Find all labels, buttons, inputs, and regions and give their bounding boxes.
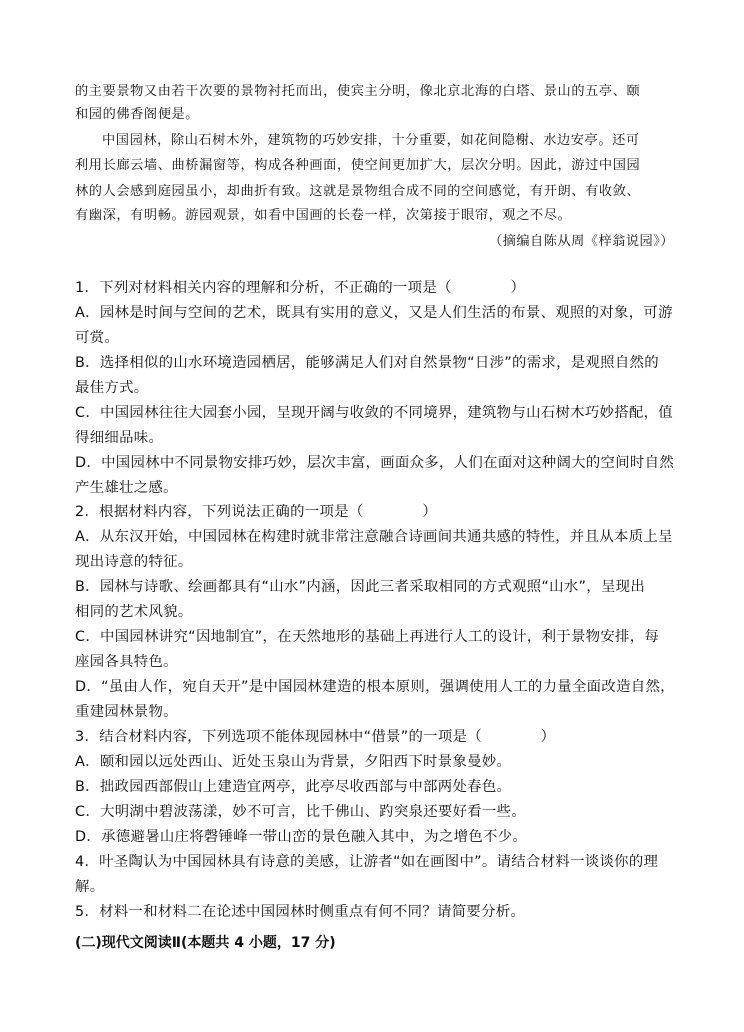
option-line: B．拙政园西部假山上建造宜两亭，此亭尽收西部与中部两处春色。 (75, 779, 512, 795)
option-line: C．中国园林讲究“因地制宜”，在天然地形的基础上再进行人工的设计，利于景物安排，每 (75, 629, 660, 645)
option-line: D．承德避暑山庄将磬锤峰一带山峦的景色融入其中，为之增色不少。 (75, 829, 528, 845)
question-stem: 5．材料一和材料二在论述中国园林时侧重点有何不同？请简要分析。 (75, 904, 526, 920)
passage-line: 林的人会感到庭园虽小，却曲折有致。这就是景物组合成不同的空间感觉，有开朗、有收敛、 (75, 184, 641, 199)
option-line: A．园林是时间与空间的艺术，既具有实用的意义，又是人们生活的布景、观照的对象，可游 (75, 305, 673, 321)
option-line: B．选择相似的山水环境造园栖居，能够满足人们对自然景物“日涉”的需求，是观照自然的 (75, 355, 659, 371)
option-line: C．中国园林往往大园套小园，呈现开阔与收敛的不同境界，建筑物与山石树木巧妙搭配，值 (75, 405, 673, 421)
passage-source: （摘编自陈从周《梓翁说园》） (488, 234, 674, 249)
option-line: A．颐和园以远处西山、近处玉泉山为背景，夕阳西下时景象曼妙。 (75, 754, 512, 770)
option-line: 座园各具特色。 (75, 654, 178, 670)
passage-line: 有幽深，有明畅。游园观景，如看中国画的长卷一样，次第接于眼帘，观之不尽。 (75, 208, 572, 223)
question-stem: 4．叶圣陶认为中国园林具有诗意的美感，让游者“如在画图中”。请结合材料一谈谈你的理 (75, 854, 659, 870)
option-line: 重建园林景物。 (75, 704, 178, 720)
option-line: A．从东汉开始，中国园林在构建时就非常注意融合诗画间共通共感的特性，并且从本质上呈 (75, 529, 673, 545)
option-line: 最佳方式。 (75, 380, 149, 396)
option-line: D．“虽由人作，宛自天开”是中国园林建造的根本原则，强调使用人工的力量全面改造自然， (75, 679, 675, 695)
option-line: 产生雄壮之感。 (75, 480, 178, 496)
option-line: 可赏。 (75, 330, 120, 346)
question-stem: 3．结合材料内容，下列选项不能体现园林中“借景”的一项是（ ） (75, 729, 556, 745)
option-line: 得细细品味。 (75, 430, 164, 446)
passage-line: 和园的佛香阁便是。 (75, 107, 200, 122)
question-stem: 1．下列对材料相关内容的理解和分析，不正确的一项是（ ） (75, 280, 526, 296)
question-stem: 解。 (75, 879, 105, 895)
passage-line: 的主要景物又由若干次要的景物衬托而出，使宾主分明，像北京北海的白塔、景山的五亭、颐 (75, 84, 641, 99)
question-stem: 2．根据材料内容，下列说法正确的一项是（ ） (75, 504, 438, 520)
option-line: 现出诗意的特征。 (75, 554, 193, 570)
option-line: B．园林与诗歌、绘画都具有“山水”内涵，因此三者采取相同的方式观照“山水”，呈现出 (75, 579, 646, 595)
passage-line: 利用长廊云墙、曲桥漏窗等，构成各种画面，使空间更加扩大，层次分明。因此，游过中国园 (75, 158, 641, 173)
section-heading: (二)现代文阅读Ⅱ(本题共 4 小题，17 分) (75, 935, 336, 951)
option-line: C．大明湖中碧波荡漾，妙不可言，比千佛山、趵突泉还要好看一些。 (75, 804, 527, 820)
option-line: 相同的艺术风貌。 (75, 604, 193, 620)
passage-line: 中国园林，除山石树木外，建筑物的巧妙安排，十分重要，如花间隐榭、水边安亭。还可 (102, 133, 640, 148)
option-line: D．中国园林中不同景物安排巧妙，层次丰富，画面众多，人们在面对这种阔大的空间时自然 (75, 455, 675, 471)
